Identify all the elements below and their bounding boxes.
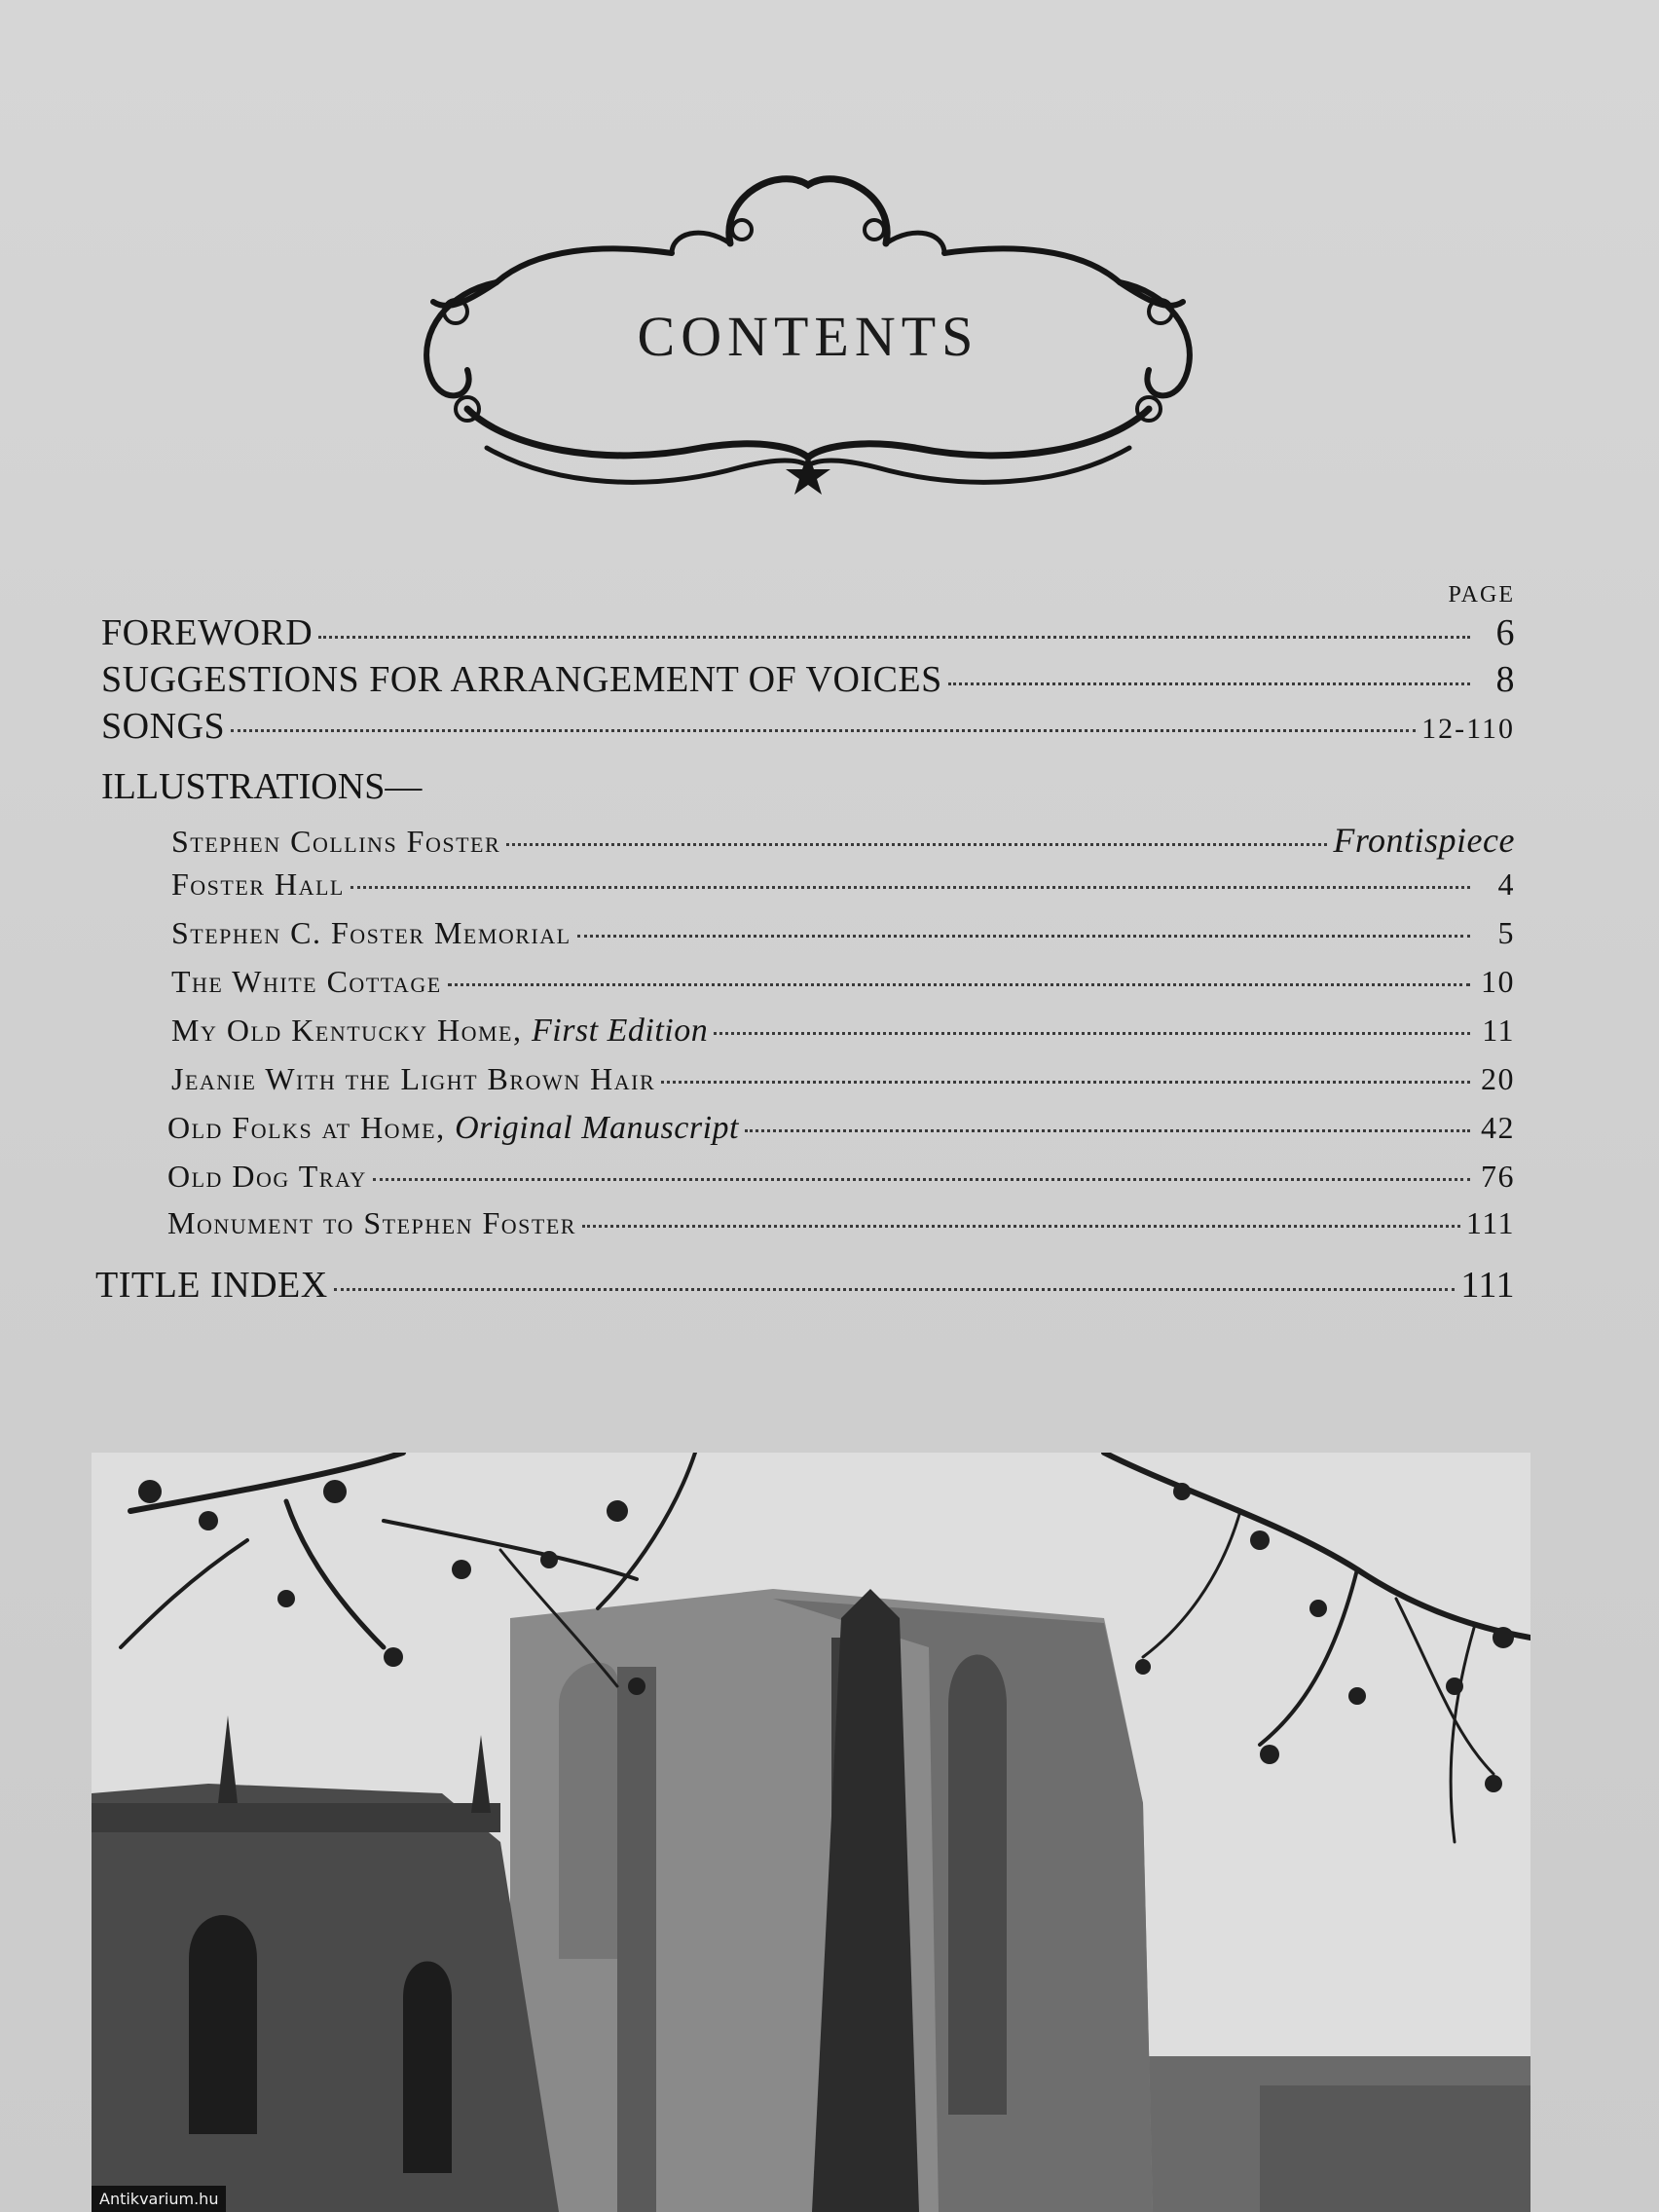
illustration-entry[interactable]	[171, 1013, 1515, 1050]
illustration-label: Stephen Collins Foster	[171, 824, 501, 859]
leader-dots	[661, 1081, 1470, 1084]
illustration-label-text: My Old Kentucky Home,	[171, 1013, 532, 1048]
illustration-page: 5	[1497, 915, 1515, 950]
toc-entry-title-index[interactable]	[95, 1264, 1515, 1307]
illustration-label: Foster Hall	[171, 866, 345, 902]
toc-entry-page: 8	[1495, 659, 1515, 700]
toc-entry-foreword[interactable]	[101, 611, 1515, 654]
leader-dots	[582, 1225, 1460, 1228]
leader-dots	[231, 729, 1416, 732]
toc-entry-label: FOREWORD	[101, 612, 313, 653]
leader-dots	[448, 983, 1470, 986]
leader-dots	[948, 682, 1470, 685]
illustration-page: 76	[1481, 1159, 1515, 1194]
illustration-label-text: Old Folks at Home,	[167, 1110, 456, 1145]
memorial-photograph	[92, 1453, 1530, 2212]
illustration-label: Monument to Stephen Foster	[167, 1205, 576, 1240]
leader-dots	[745, 1129, 1470, 1132]
illustration-entry[interactable]	[167, 1205, 1515, 1241]
illustration-label: Stephen C. Foster Memorial	[171, 915, 571, 950]
leader-dots	[334, 1288, 1456, 1291]
toc-entry-songs[interactable]	[101, 705, 1515, 748]
illustrations-heading: ILLUSTRATIONS—	[101, 766, 423, 807]
illustration-entry[interactable]	[171, 915, 1515, 951]
illustration-label-italic: Original Manuscript	[455, 1110, 739, 1146]
illustration-entry[interactable]	[171, 866, 1515, 903]
toc-entry-page: 111	[1460, 1265, 1515, 1306]
illustration-page: Frontispiece	[1333, 821, 1515, 860]
illustration-page: 20	[1481, 1061, 1515, 1096]
contents-title: CONTENTS	[637, 305, 979, 368]
illustration-page: 11	[1482, 1013, 1515, 1048]
illustration-label	[171, 1013, 708, 1050]
toc-entry-page: 12-110	[1421, 713, 1515, 745]
leader-dots	[373, 1178, 1470, 1181]
toc-entry-suggestions[interactable]	[101, 658, 1515, 701]
page-column-label: PAGE	[1448, 582, 1515, 608]
illustration-page: 42	[1481, 1110, 1515, 1145]
illustration-label: The White Cottage	[171, 964, 442, 999]
illustration-entry[interactable]	[167, 1110, 1515, 1147]
leader-dots	[350, 886, 1470, 889]
illustration-label	[167, 1110, 739, 1147]
illustration-page: 111	[1465, 1205, 1515, 1240]
illustration-entry[interactable]	[167, 1159, 1515, 1195]
leader-dots	[714, 1032, 1470, 1035]
leader-dots	[506, 843, 1327, 846]
illustration-entry[interactable]	[171, 964, 1515, 1000]
toc-entry-label: SONGS	[101, 706, 226, 747]
illustration-page: 10	[1481, 964, 1515, 999]
toc-entry-page: 6	[1495, 612, 1515, 653]
leader-dots	[318, 636, 1470, 639]
watermark-label: Antikvarium.hu	[92, 2186, 226, 2212]
toc-entry-label: SUGGESTIONS FOR ARRANGEMENT OF VOICES	[101, 659, 942, 700]
illustration-entry[interactable]	[171, 820, 1515, 861]
illustration-label: Jeanie With the Light Brown Hair	[171, 1061, 656, 1096]
leader-dots	[577, 935, 1470, 938]
illustration-label: Old Dog Tray	[167, 1159, 367, 1194]
illustration-entry[interactable]	[171, 1061, 1515, 1097]
illustration-page: 4	[1497, 866, 1515, 902]
toc-entry-label: TITLE INDEX	[95, 1265, 328, 1306]
illustration-label-italic: First Edition	[531, 1013, 709, 1049]
